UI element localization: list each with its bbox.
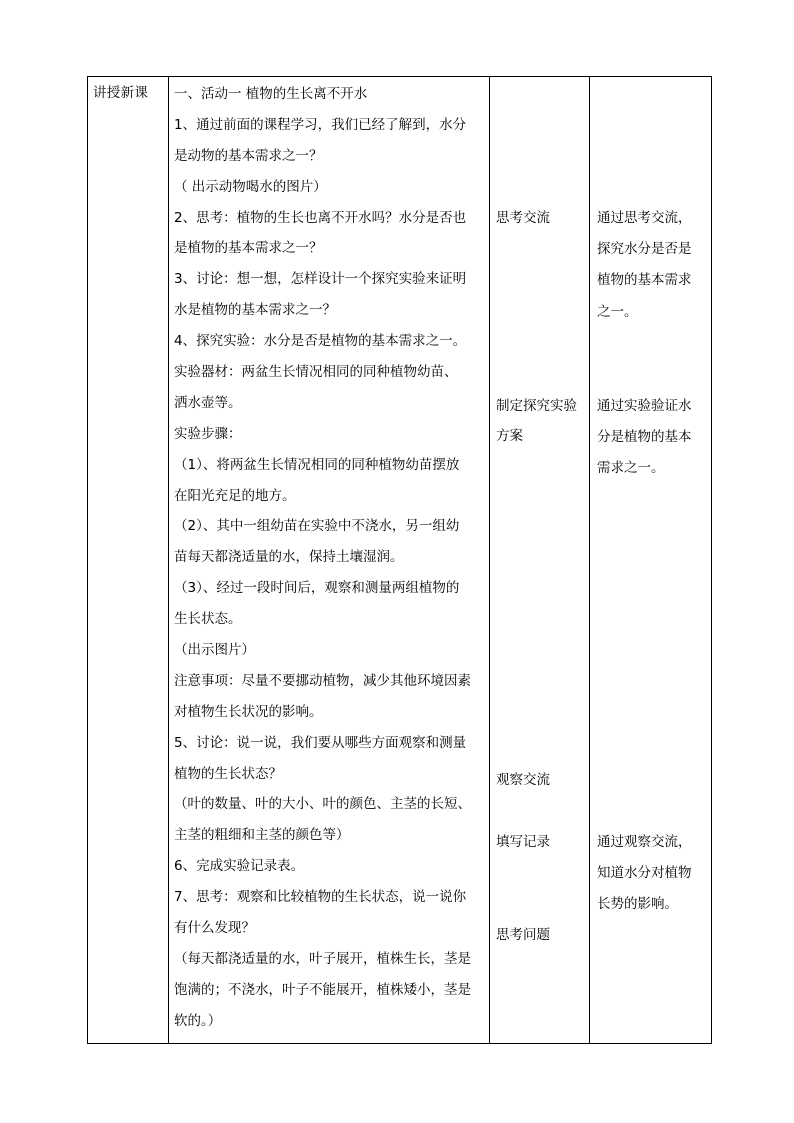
- design-intent-line: 需求之一。: [597, 460, 665, 477]
- content-line: 4、探究实验：水分是否是植物的基本需求之一。: [174, 333, 467, 350]
- content-line: 在阳光充足的地方。: [174, 487, 296, 504]
- content-line: 对植物生长状况的影响。: [174, 703, 323, 720]
- content-line: 洒水壶等。: [174, 394, 242, 411]
- content-line: 3、讨论：想一想，怎样设计一个探究实验来证明: [174, 271, 467, 288]
- content-line: 水是植物的基本需求之一？: [174, 302, 336, 319]
- design-intent: [597, 827, 709, 921]
- content-line: 5、讨论：说一说，我们要从哪些方面观察和测量: [174, 734, 467, 751]
- student-note: 制定探究实验: [496, 398, 577, 414]
- table-row: [88, 77, 712, 1044]
- content-line: 是动物的基本需求之一？: [174, 147, 323, 164]
- content-line: 一、活动一 植物的生长离不开水: [174, 86, 368, 102]
- content-line: 1、通过前面的课程学习，我们已经了解到，水分: [174, 116, 467, 133]
- design-intent-line: 探究水分是否是: [597, 241, 692, 258]
- design-intent-line: 通过思考交流，: [597, 210, 692, 226]
- student-note: 思考交流: [496, 210, 550, 226]
- design-intent-line: 植物的基本需求: [597, 272, 692, 289]
- content-line: （3）、经过一段时间后，观察和测量两组植物的: [174, 580, 460, 597]
- content-line: 是植物的基本需求之一？: [174, 240, 323, 257]
- content-line: 有什么发现？: [174, 920, 255, 937]
- content-line: 6、完成实验记录表。: [174, 858, 305, 875]
- content-line: 苗每天都浇适量的水，保持土壤湿润。: [174, 549, 404, 566]
- student-note: 方案: [496, 428, 523, 444]
- design-intent-line: 分是植物的基本: [597, 429, 692, 446]
- design-intent-line: 通过实验验证水: [597, 398, 692, 414]
- content-line: （ 出示动物喝水的图片）: [174, 178, 327, 195]
- design-intent-line: 通过观察交流，: [597, 834, 692, 850]
- content-line: 生长状态。: [174, 611, 242, 628]
- design-intent-line: 长势的影响。: [597, 896, 678, 913]
- student-activity-cell: [490, 77, 590, 1044]
- content-line: 主茎的粗细和主茎的颜色等）: [174, 827, 350, 844]
- content-line: 饱满的；不浇水，叶子不能展开，植株矮小，茎是: [174, 981, 471, 998]
- content-line: 注意事项：尽量不要挪动植物，减少其他环境因素: [174, 672, 471, 689]
- content-line: 软的。）: [174, 1012, 222, 1029]
- content-line: 7、思考：观察和比较植物的生长状态，说一说你: [174, 889, 467, 906]
- content-line: （每天都浇适量的水，叶子展开，植株生长，茎是: [174, 950, 471, 967]
- content-line: 植物的生长状态？: [174, 765, 282, 782]
- lesson-plan-table: [87, 76, 712, 1044]
- section-label-cell: [88, 77, 169, 1044]
- student-note: 填写记录: [496, 834, 550, 850]
- student-note: 思考问题: [496, 927, 550, 943]
- content-line: （叶的数量、叶的大小、叶的颜色、主茎的长短、: [174, 796, 471, 813]
- design-intent-line: 知道水分对植物: [597, 865, 692, 882]
- content-line: （出示图片）: [174, 642, 255, 659]
- student-note: 观察交流: [496, 772, 550, 788]
- content-line: 实验器材：两盆生长情况相同的同种植物幼苗、: [174, 364, 458, 381]
- section-label: 讲授新课: [93, 85, 149, 101]
- content-line: 实验步骤：: [174, 425, 242, 442]
- teaching-content-cell: [169, 77, 490, 1044]
- content-line: （1）、将两盆生长情况相同的同种植物幼苗摆放: [174, 456, 460, 473]
- design-intent-line: 之一。: [597, 303, 638, 320]
- design-intent: [597, 203, 709, 328]
- content-line: （2）、其中一组幼苗在实验中不浇水，另一组幼: [174, 518, 460, 535]
- design-intent-cell: [590, 77, 712, 1044]
- design-intent: [597, 391, 709, 485]
- content-line: 2、思考：植物的生长也离不开水吗？水分是否也: [174, 209, 467, 226]
- teaching-content: [174, 79, 485, 1037]
